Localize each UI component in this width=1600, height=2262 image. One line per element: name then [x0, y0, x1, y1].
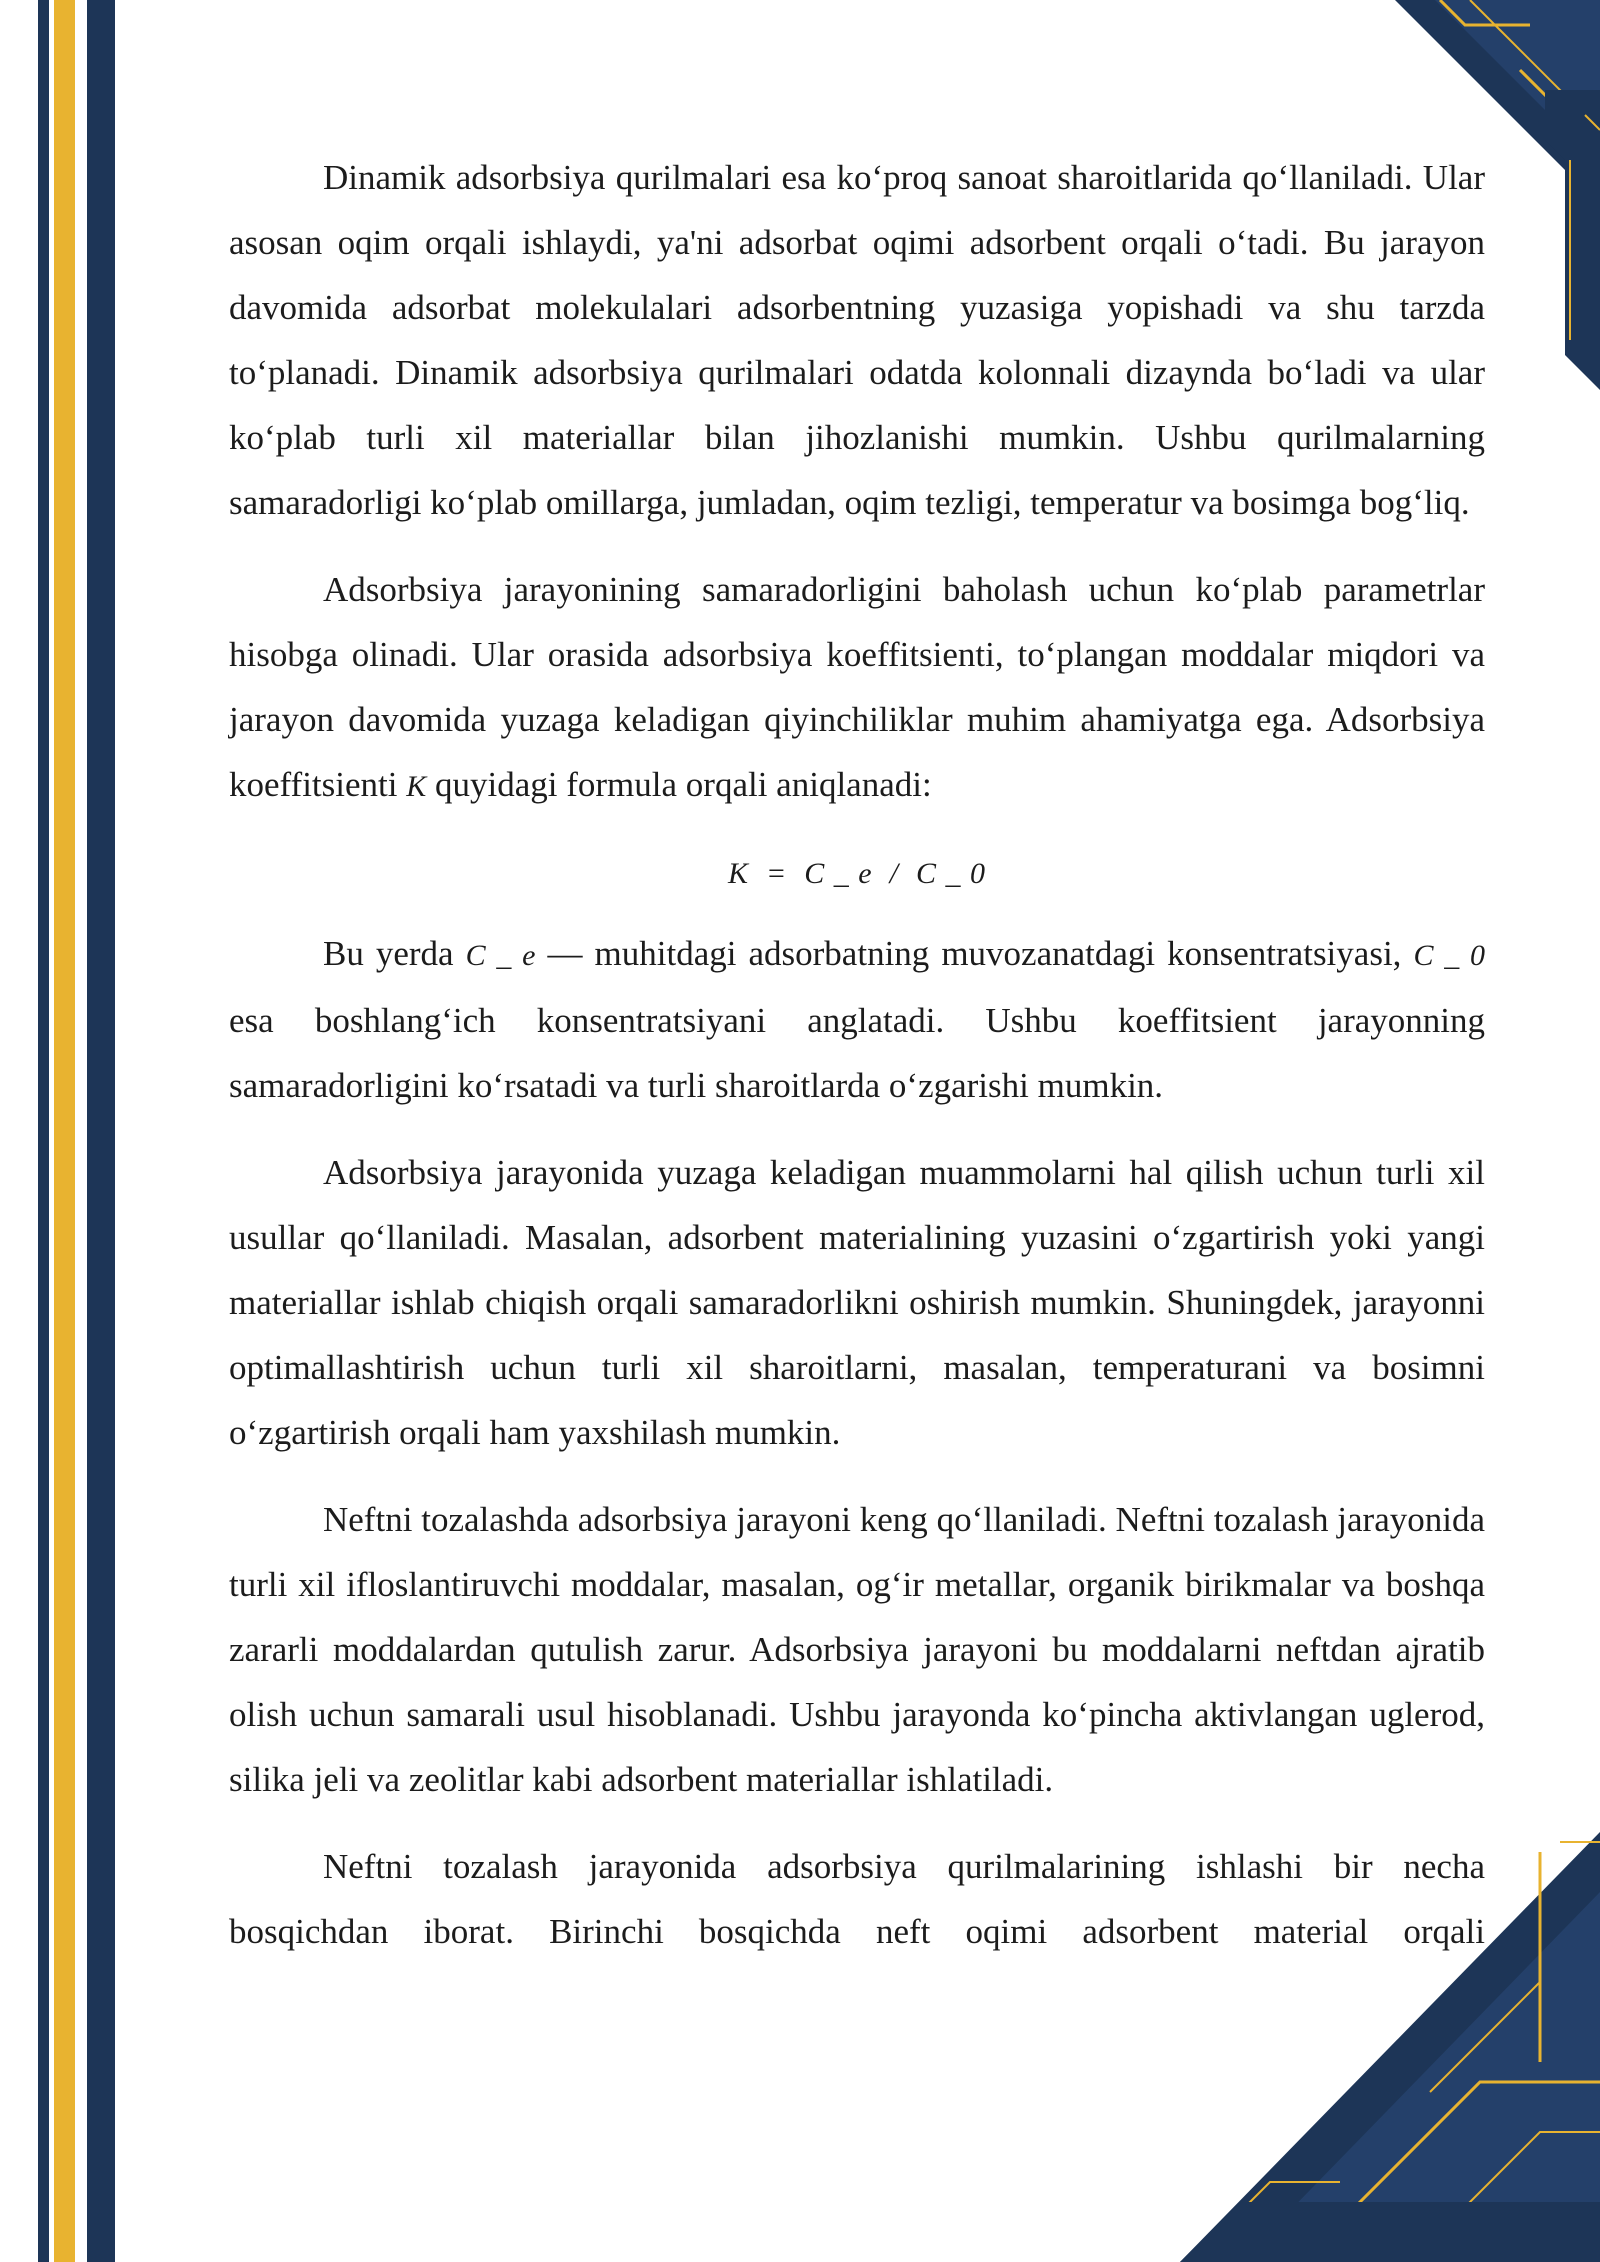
border-stripe-navy	[38, 0, 49, 2262]
symbol-k: K	[406, 770, 427, 803]
paragraph-efficiency-parameters	[229, 557, 1485, 819]
paragraph-dynamic-adsorption: Dinamik adsorbsiya qurilmalari esa ko‘proq sanoat sharoitlarida qo‘llaniladi. Ular asosan oqim orqali ishlaydi, ya'ni adsorbat oqimi adsorbent orqali o‘tadi. Bu jarayon davomida adsorbat molekulalari adsorbentning yuzasiga yopishadi va shu tarzda to‘planadi. Dinamik adsorbsiya qurilmalari odatda kolonnali dizaynda bo‘ladi va ular ko‘plab turli xil materiallar bilan jihozlanishi mumkin. Ushbu qurilmalarning samaradorligi ko‘plab omillarga, jumladan, oqim tezligi, temperatur va bosimga bog‘liq.	[229, 158, 1485, 522]
symbol-c-e: C _ e	[465, 939, 536, 972]
paragraph-oil-refining: Neftni tozalashda adsorbsiya jarayoni keng qo‘llaniladi. Neftni tozalash jarayonida turli xil ifloslantiruvchi moddalar, masalan, og‘ir metallar, organik birikmalar va boshqa zararli moddalardan qutulish zarur. Adsorbsiya jarayoni bu moddalarni neftdan ajratib olish uchun samarali usul hisoblanadi. Ushbu jarayonda ko‘pincha aktivlangan uglerod, silika jeli va zeolitlar kabi adsorbent materiallar ishlatiladi.	[229, 1500, 1485, 1799]
paragraph-oil-refining-stages: Neftni tozalash jarayonida adsorbsiya qurilmalarining ishlashi bir necha bosqichdan iborat. Birinchi bosqichda neft oqimi adsorbent material orqali	[229, 1847, 1485, 1951]
paragraph-text: Bu yerda	[323, 934, 466, 973]
border-stripe-gold	[54, 0, 75, 2262]
symbol-c-0: C _ 0	[1413, 939, 1485, 972]
paragraph-text: quyidagi formula orqali aniqlanadi:	[426, 765, 932, 804]
paragraph-text: Adsorbsiya jarayonining samaradorligini baholash uchun ko‘plab parametrlar hisobga olinadi. Ular orasida adsorbsiya koeffitsienti, to‘plangan moddalar miqdori va jarayon davomida yuzaga keladigan qiyinchiliklar muhim ahamiyatga ega. Adsorbsiya koeffitsienti	[229, 570, 1485, 804]
formula-adsorption-coefficient: K = C _ e / C _ 0	[728, 857, 986, 890]
paragraph-text: esa boshlang‘ich konsentratsiyani anglatadi. Ushbu koeffitsient jarayonning samaradorligini ko‘rsatadi va turli sharoitlarda o‘zgarishi mumkin.	[229, 1001, 1485, 1105]
border-stripe-navy-wide	[87, 0, 115, 2262]
document-body	[229, 145, 1485, 1986]
paragraph-problem-solving: Adsorbsiya jarayonida yuzaga keladigan muammolarni hal qilish uchun turli xil usullar qo‘llaniladi. Masalan, adsorbent materialining yuzasini o‘zgartirish yoki yangi materiallar ishlab chiqish orqali samaradorlikni oshirish mumkin. Shuningdek, jarayonni optimallashtirish uchun turli xil sharoitlarni, masalan, temperaturani va bosimni o‘zgartirish orqali ham yaxshilash mumkin.	[229, 1153, 1485, 1452]
paragraph-text: — muhitdagi adsorbatning muvozanatdagi konsentratsiyasi,	[535, 934, 1414, 973]
paragraph-formula-explanation	[229, 921, 1485, 1118]
